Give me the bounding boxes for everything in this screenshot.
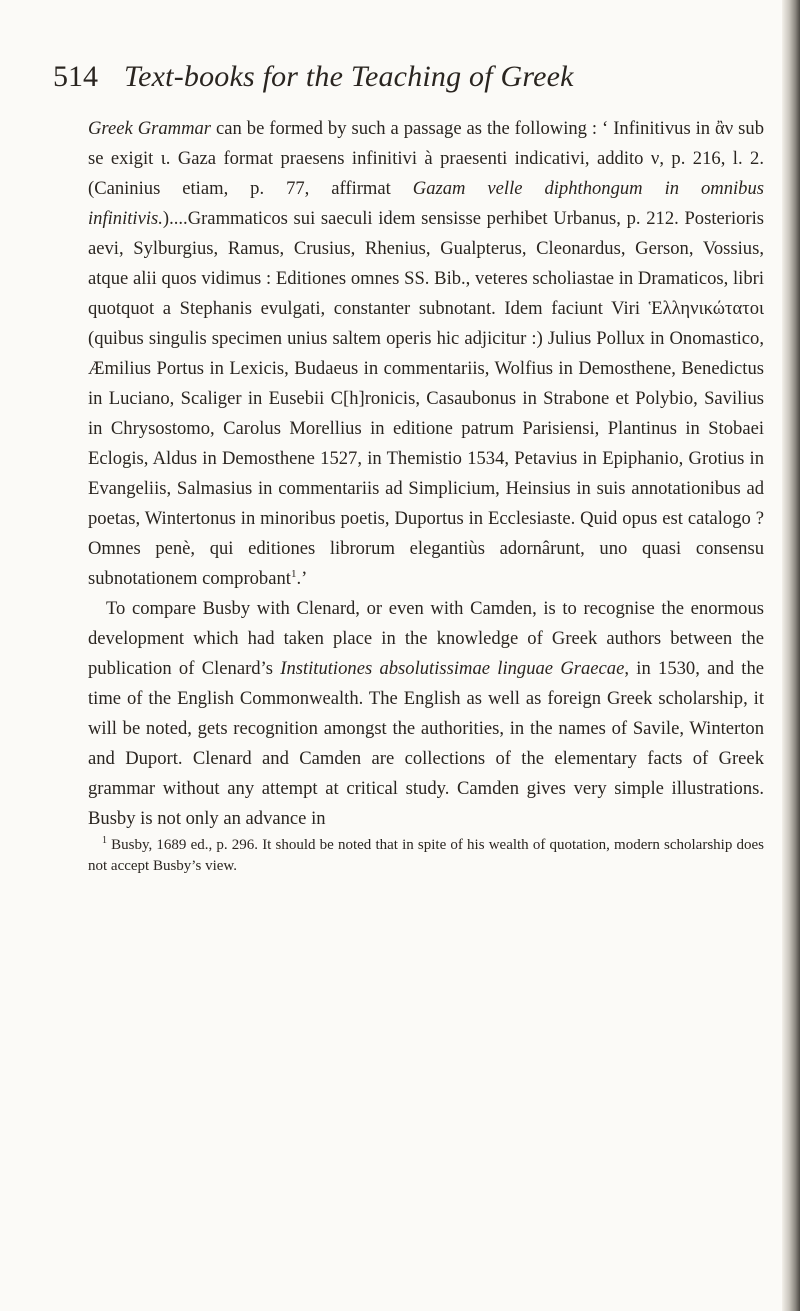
paragraph-text: )....Grammaticos sui saeculi idem sensisse perhibet Urbanus, p. 212. Posterioris aevi, Sylburgius, Ramus, Crusius, Rhenius, Gualpterus, Cleonardus, Gerson, Vossius, atque alii quos vidimus : Editiones omnes SS. Bib., veteres scholiastae in Dramaticos, libri quotquot a Stephanis evulgati, constanter subnotant. Idem faciunt Viri Ἑλληνικώτατοι (quibus singulis specimen unius saltem operis hic adjicitur :) Julius Pollux in Onomastico, Æmilius Portus in Lexicis, Budaeus in commentariis, Wolfius in Demosthene, Benedictus in Luciano, Scaliger in Eusebii C[h]ronicis, Casaubonus in Strabone et Polybio, Savilius in Chrysostomo, Carolus Morellius in editione patrum Parisiensi, Plantinus in Stobaei Eclogis, Aldus in Demosthene 1527, in Themistio 1534, Petavius in Epiphanio, Grotius in Evangeliis, Salmasius in commentariis ad Simplicium, Heinsius in suis annotationibus ad poetas, Wintertonus in minoribus poetis, Duportus in Ecclesiaste. Quid opus est catalogo ? Omnes penè, qui editiones librorum elegantiùs adornârunt, uno quasi consensu subnotationem comprobant <box>88 208 764 589</box>
page-number: 514 <box>53 60 98 93</box>
running-head <box>53 52 753 102</box>
text-block <box>88 114 764 877</box>
running-title: Text-books for the Teaching of Greek <box>124 60 574 93</box>
paragraph-text: , in 1530, and the time of the English Commonwealth. The English as well as foreign Greek scholarship, it will be noted, gets recognition amongst the authorities, in the names of Savile, Winterton and Duport. Clenard and Camden are collections of the elementary facts of Greek grammar without any attempt at critical study. Camden gives very simple illustrations. Busby is not only an advance in <box>88 658 764 829</box>
footnote-text: Busby, 1689 ed., p. 296. It should be noted that in spite of his wealth of quotation, modern scholarship does not accept Busby’s view. <box>88 837 764 874</box>
italic-title: Institutiones absolutissimae linguae Graecae <box>280 658 625 679</box>
paragraph-text: can be formed by such a passage as the following : ‘ Infinitivus in ἂν sub se exigit ι. Gaza format praesens infinitivi à praesenti indicativi, addito ν, p. 216, l. 2. (Caninius etiam, p. 77, affirmat <box>88 118 764 199</box>
italic-phrase: Greek Grammar <box>88 118 212 139</box>
paragraph-commentary <box>88 594 764 834</box>
paragraph-quotation <box>88 114 764 594</box>
page-binding-edge <box>782 0 800 1311</box>
paragraph-text: .’ <box>296 568 308 589</box>
footnote-marker: 1 <box>102 835 107 846</box>
paragraph-text: To compare Busby with Clenard, or even with Camden, is to recognise the enormous development which had taken place in the knowledge of Greek authors between the publication of Clenard’s <box>88 598 764 679</box>
italic-phrase: Gazam velle diphthongum in omnibus infinitivis. <box>88 178 765 229</box>
footnote <box>88 835 764 877</box>
footnote-reference: 1 <box>290 567 297 580</box>
